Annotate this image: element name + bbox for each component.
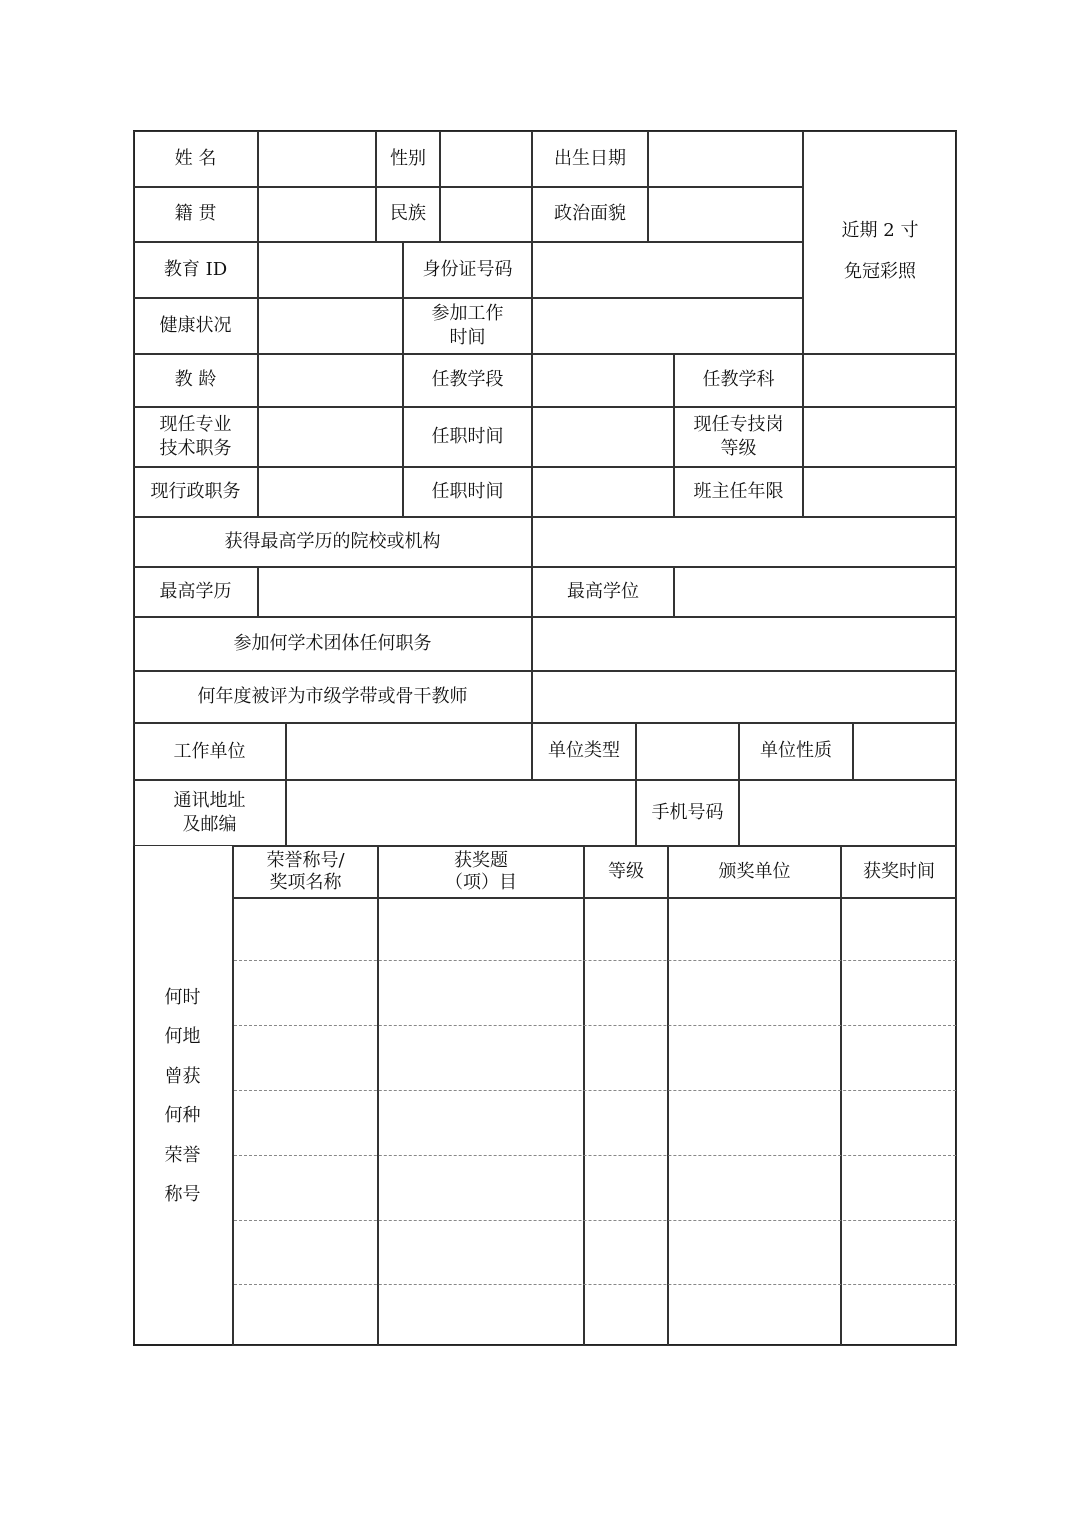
native-place-label: 籍 贯 [133,187,258,242]
teaching-subject-field[interactable] [803,354,957,407]
work-start-label: 参加工作 时间 [403,298,532,354]
honors-row-divider [234,1025,956,1026]
highest-education-label: 最高学历 [133,567,258,617]
post-level-label: 现任专技岗 等级 [674,407,803,467]
academic-post-label: 参加何学术团体任何职务 [133,617,532,671]
birth-date-label: 出生日期 [532,131,648,187]
ethnicity-field[interactable] [440,187,532,242]
honors-row-divider [234,1284,956,1285]
appointment-time-label: 任职时间 [403,407,532,467]
work-unit-field[interactable] [286,723,532,780]
honors-row-divider [234,1090,956,1091]
political-status-label: 政治面貌 [532,187,648,242]
teaching-years-field[interactable] [258,354,403,407]
honors-issuer-column[interactable] [668,898,841,1346]
highest-degree-label: 最高学位 [532,567,674,617]
honors-col-project: 获奖题 （项）目 [378,846,584,898]
honors-row-divider [234,960,956,961]
political-status-field[interactable] [648,187,803,242]
honors-col-issuer: 颁奖单位 [668,846,841,898]
appointment-time2-field[interactable] [532,467,674,517]
photo-box[interactable] [803,131,957,354]
head-teacher-years-label: 班主任年限 [674,467,803,517]
highest-institution-field[interactable] [532,517,957,567]
unit-type-label: 单位类型 [532,723,636,780]
gender-field[interactable] [440,131,532,187]
academic-post-field[interactable] [532,617,957,671]
appointment-time-field[interactable] [532,407,674,467]
id-number-label: 身份证号码 [403,242,532,298]
honors-level-column[interactable] [584,898,668,1346]
honors-col-time: 获奖时间 [841,846,957,898]
backbone-year-label: 何年度被评为市级学带或骨干教师 [133,671,532,723]
mobile-field[interactable] [739,780,957,846]
post-level-field[interactable] [803,407,957,467]
ethnicity-label: 民族 [376,187,440,242]
honors-row-divider [234,1155,956,1156]
native-place-field[interactable] [258,187,376,242]
name-field[interactable] [258,131,376,187]
honors-side-label [133,846,233,1346]
address-field[interactable] [286,780,636,846]
honors-side-line: 何地 [164,1026,201,1047]
honors-time-column[interactable] [841,898,957,1346]
highest-education-field[interactable] [258,567,532,617]
backbone-year-field[interactable] [532,671,957,723]
admin-post-field[interactable] [258,467,403,517]
admin-post-label: 现行政职务 [133,467,258,517]
teaching-years-label: 教 龄 [133,354,258,407]
unit-nature-label: 单位性质 [739,723,853,780]
honors-row-divider [234,1220,956,1221]
highest-institution-label: 获得最高学历的院校或机构 [133,517,532,567]
head-teacher-years-field[interactable] [803,467,957,517]
photo-hint-line1: 近期 2 寸 [841,220,919,241]
health-label: 健康状况 [133,298,258,354]
education-id-field[interactable] [258,242,403,298]
honors-side-line: 何时 [164,986,201,1008]
teaching-subject-label: 任教学科 [674,354,803,407]
address-label: 通讯地址 及邮编 [133,780,286,846]
birth-date-field[interactable] [648,131,803,187]
honors-col-level: 等级 [584,846,668,898]
prof-title-label: 现任专业 技术职务 [133,407,258,467]
appointment-time2-label: 任职时间 [403,467,532,517]
honors-project-column[interactable] [378,898,584,1346]
honors-col-title: 荣誉称号/ 奖项名称 [233,846,378,898]
honors-side-line: 荣誉 [164,1144,201,1166]
prof-title-field[interactable] [258,407,403,467]
honors-title-column[interactable] [233,898,378,1346]
name-label: 姓 名 [133,131,258,187]
work-start-field[interactable] [532,298,803,354]
teaching-stage-field[interactable] [532,354,674,407]
work-unit-label: 工作单位 [133,723,286,780]
unit-type-field[interactable] [636,723,739,780]
photo-hint-line2: 免冠彩照 [844,261,916,282]
teaching-stage-label: 任教学段 [403,354,532,407]
id-number-field[interactable] [532,242,803,298]
honors-side-line: 称号 [164,1184,201,1205]
highest-degree-field[interactable] [674,567,957,617]
honors-side-line: 曾获 [164,1065,201,1087]
gender-label: 性别 [376,131,440,187]
unit-nature-field[interactable] [853,723,957,780]
honors-side-line: 何种 [164,1105,201,1126]
health-field[interactable] [258,298,403,354]
education-id-label: 教育 ID [133,242,258,298]
mobile-label: 手机号码 [636,780,739,846]
